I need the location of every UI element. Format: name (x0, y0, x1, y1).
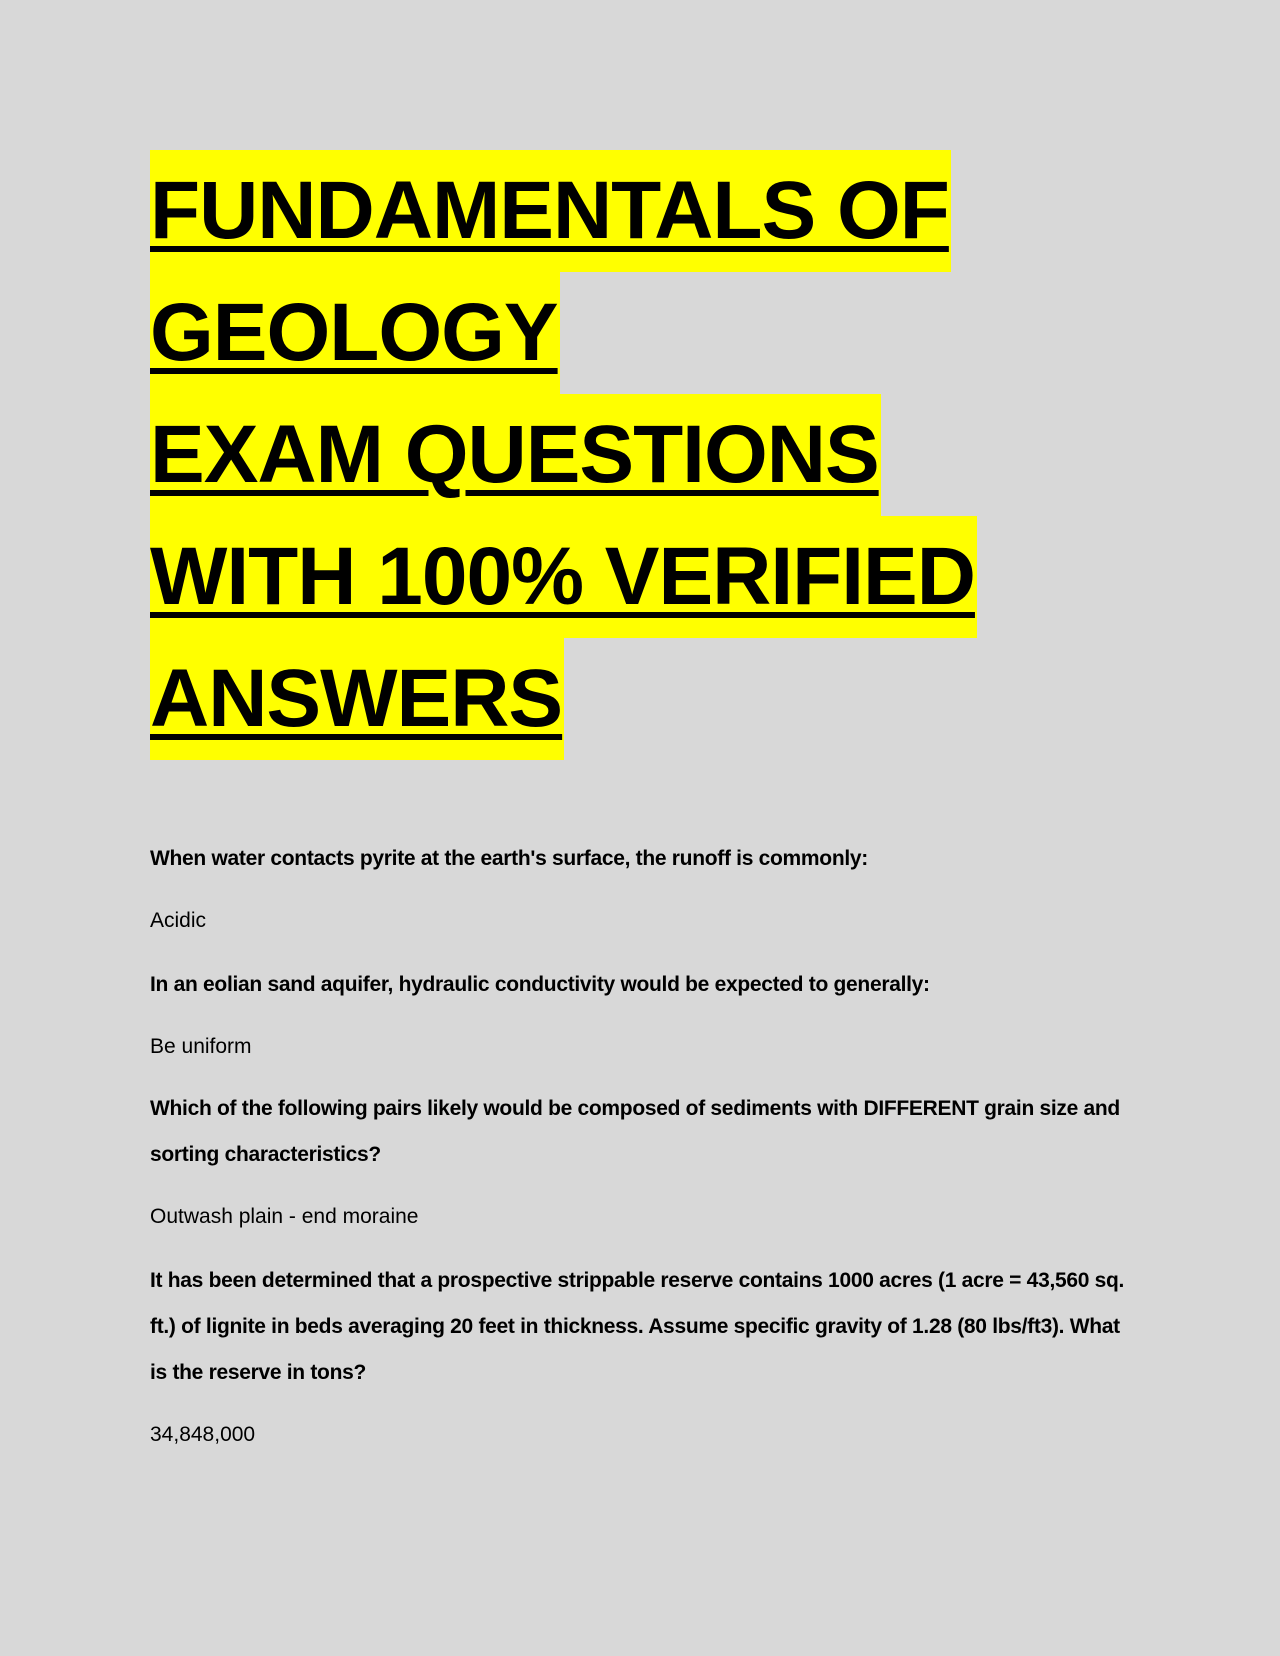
answer-1: Acidic (150, 909, 207, 932)
title-line (150, 638, 1150, 760)
question-3: Which of the following pairs likely would be composed of sediments with DIFFERENT grain size and sorting characteristics? (150, 1097, 1120, 1166)
title-line-text: ANSWERS (150, 638, 564, 760)
question-2: In an eolian sand aquifer, hydraulic conductivity would be expected to generally: (150, 973, 930, 996)
answer-2: Be uniform (150, 1035, 252, 1058)
question-4: It has been determined that a prospective strippable reserve contains 1000 acres (1 acre = 43,560 sq. ft.) of lignite in beds averaging 20 feet in thickness. Assume specific gravity of 1.28 (80 lbs/ft3). What is the reserve in tons? (150, 1269, 1125, 1384)
answer-3: Outwash plain - end moraine (150, 1205, 419, 1228)
question-1: When water contacts pyrite at the earth's surface, the runoff is commonly: (150, 847, 868, 870)
title-line-text: GEOLOGY (150, 272, 560, 394)
answer-4: 34,848,000 (150, 1423, 256, 1446)
title-line (150, 394, 1150, 516)
title-line-text: FUNDAMENTALS OF (150, 150, 951, 272)
title-line (150, 272, 1150, 394)
title-line (150, 150, 1150, 272)
document-title (150, 150, 1150, 760)
title-line (150, 516, 1150, 638)
title-line-text: WITH 100% VERIFIED (150, 516, 977, 638)
title-line-text: EXAM QUESTIONS (150, 394, 881, 516)
